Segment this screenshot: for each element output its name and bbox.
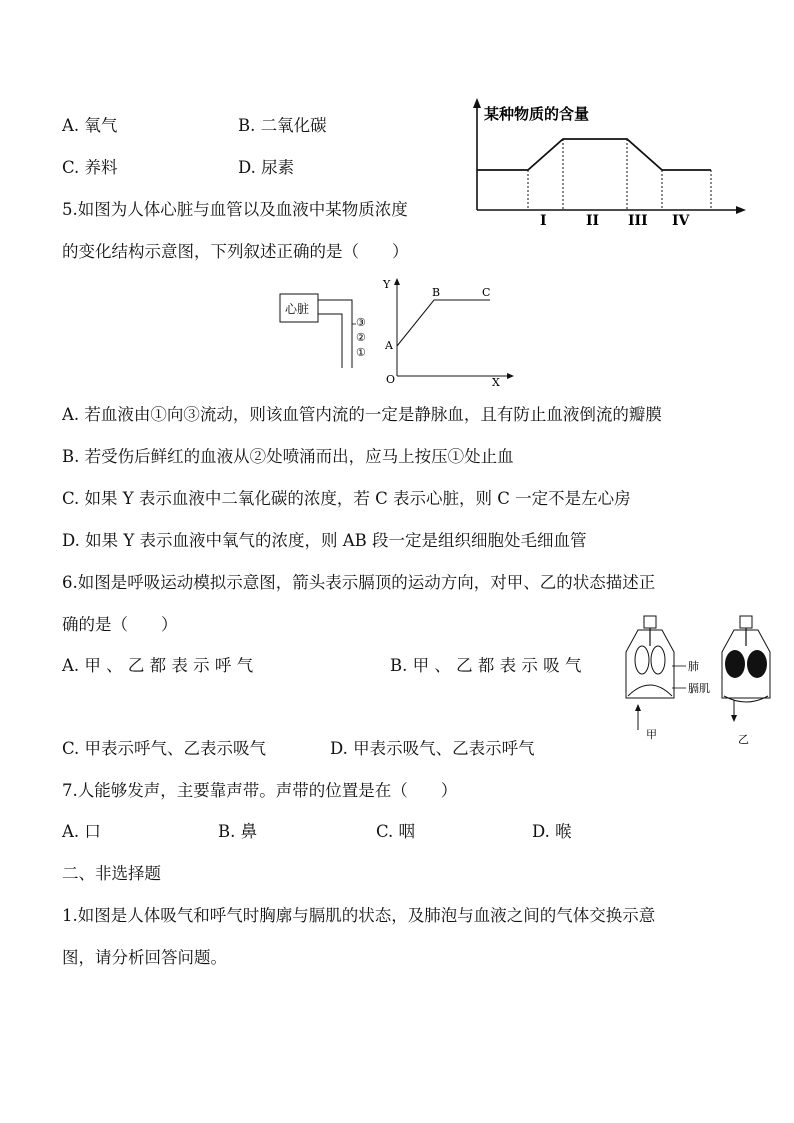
section2-heading: 二、非选择题 <box>62 864 161 883</box>
vessel-wall-inner <box>318 314 342 368</box>
chart-title: 某种物质的含量 <box>484 105 590 123</box>
label-jia: 甲 <box>646 728 657 741</box>
vessel-marker-1: ① <box>356 346 366 359</box>
q5-option-a: A. 若血液由①向③流动，则该血管内流的一定是静脉血，且有防止血液倒流的瓣膜 <box>62 405 662 424</box>
q7-stem: 7.人能够发声，主要靠声带。声带的位置是在（ ） <box>62 781 458 800</box>
arrow-down-icon <box>731 715 737 722</box>
bell-jar-yi <box>722 616 770 722</box>
arrow-up-icon <box>635 704 641 711</box>
graph-point-a: A <box>385 339 393 352</box>
q6-option-a: A. 甲 、 乙 都 表 示 呼 气 <box>62 656 254 675</box>
chart-segment-label-iii: III <box>628 213 648 229</box>
q6-option-d: D. 甲表示吸气、乙表示呼气 <box>330 739 535 758</box>
q4-option-d: D. 尿素 <box>238 158 295 177</box>
graph-point-b: B <box>432 286 441 299</box>
q7-option-a: A. 口 <box>62 822 101 841</box>
q5-stem-line1: 5.如图为人体心脏与血管以及血液中某物质浓度 <box>62 200 408 219</box>
graph-point-c: C <box>482 286 491 299</box>
q4-option-c: C. 养料 <box>62 158 118 177</box>
chart-x-arrow <box>736 206 746 214</box>
q7-option-b: B. 鼻 <box>218 822 258 841</box>
q7-option-c: C. 咽 <box>376 822 416 841</box>
graph-y-label: Y <box>383 278 391 291</box>
chart-y-arrow <box>473 98 481 108</box>
chart-segment-label-iv: IV <box>672 213 690 229</box>
heart-label: 心脏 <box>285 302 310 316</box>
heart-vessel-figure <box>272 270 522 390</box>
vessel-marker-2: ② <box>356 331 366 344</box>
graph-y-arrow <box>394 278 400 285</box>
q6-option-c: C. 甲表示呼气、乙表示吸气 <box>62 739 267 758</box>
q5-option-c: C. 如果 Y 表示血液中二氧化碳的浓度，若 C 表示心脏，则 C 一定不是左心房 <box>62 489 631 508</box>
graph-origin-label: O <box>386 373 396 386</box>
q6-option-b: B. 甲 、 乙 都 表 示 吸 气 <box>390 656 582 675</box>
label-diaphragm: 膈肌 <box>688 682 710 695</box>
graph-x-label: X <box>492 376 500 389</box>
q4-option-a: A. 氧气 <box>62 116 118 135</box>
q4-option-b: B. 二氧化碳 <box>238 116 327 135</box>
section2-q1-line1: 1.如图是人体吸气和呼气时胸廓与膈肌的状态，及肺泡与血液之间的气体交换示意 <box>62 906 656 925</box>
q6-stem-line1: 6.如图是呼吸运动模拟示意图，箭头表示膈顶的运动方向，对甲、乙的状态描述正 <box>62 573 656 592</box>
vessel-wall-outer <box>318 300 352 368</box>
chart-segment-label-i: I <box>540 213 547 229</box>
diaphragm-shape <box>628 685 672 696</box>
section2-q1-line2: 图，请分析回答问题。 <box>62 948 227 967</box>
q7-option-d: D. 喉 <box>532 822 572 841</box>
chart-segment-label-ii: II <box>586 213 600 229</box>
graph-x-arrow <box>507 373 514 379</box>
lung-shape <box>725 650 745 678</box>
graph-curve <box>397 300 490 346</box>
chart-content-line <box>477 139 711 170</box>
label-yi: 乙 <box>738 733 749 746</box>
q5-option-d: D. 如果 Y 表示血液中氧气的浓度，则 AB 段一定是组织细胞处毛细血管 <box>62 531 587 550</box>
lung-shape <box>747 650 767 678</box>
lung-shape <box>635 646 649 674</box>
breathing-model-figure <box>614 612 790 752</box>
lung-shape <box>651 646 665 674</box>
vessel-marker-3: ③ <box>356 316 366 329</box>
diaphragm-shape <box>724 696 768 702</box>
q5-option-b: B. 若受伤后鲜红的血液从②处喷涌而出，应马上按压①处止血 <box>62 447 514 466</box>
substance-content-chart <box>460 92 750 232</box>
bell-jar-jia <box>626 616 674 730</box>
label-lung: 肺 <box>688 660 699 673</box>
q5-stem-line2: 的变化结构示意图，下列叙述正确的是（ ） <box>62 242 409 261</box>
q6-stem-line2: 确的是（ ） <box>62 615 178 634</box>
